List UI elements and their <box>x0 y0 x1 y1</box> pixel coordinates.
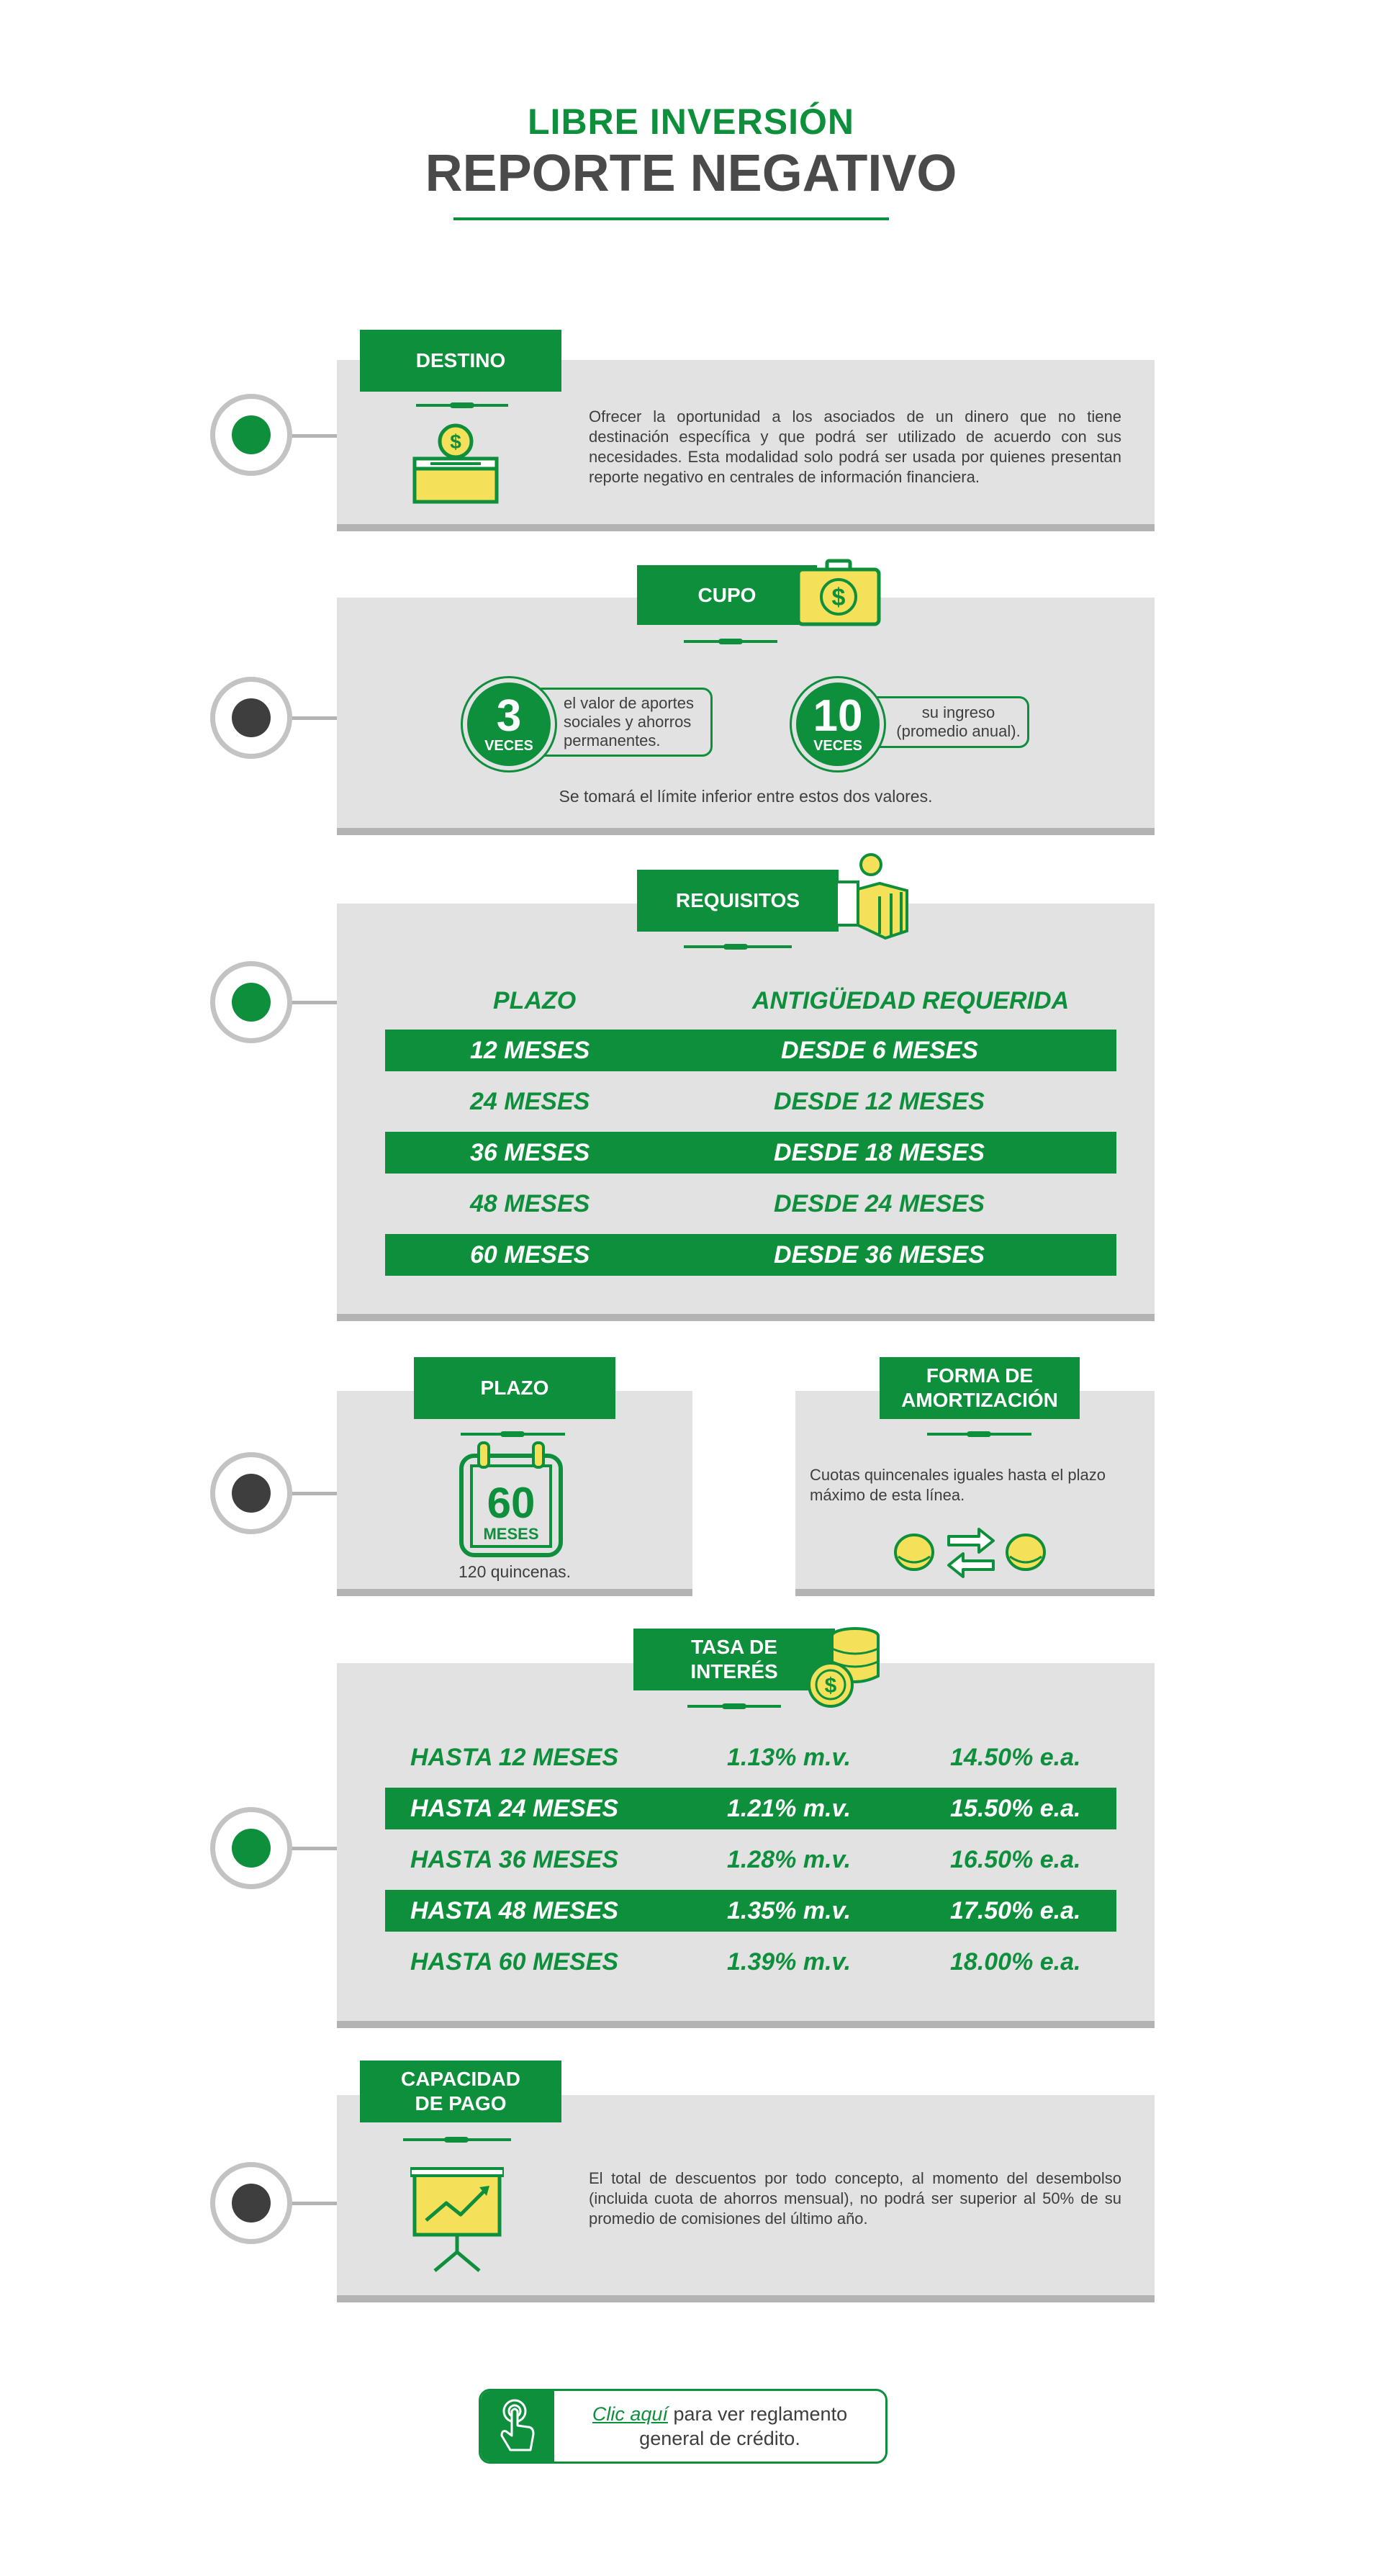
tasa-row-ea: 17.50% e.a. <box>950 1896 1081 1924</box>
requisitos-row-plazo: 24 MESES <box>470 1087 590 1115</box>
amortizacion-tag-line2: AMORTIZACIÓN <box>901 1389 1058 1411</box>
capacidad-divider-dot <box>444 2137 469 2143</box>
requisitos-row <box>385 1132 1116 1174</box>
timeline-connector <box>284 1492 338 1495</box>
footer-text-line1: para ver reglamento <box>667 2403 848 2425</box>
amortizacion-tag-line1: FORMA DE <box>926 1364 1034 1387</box>
capacidad-description: El total de descuentos por todo concepto, al momento del desembolso (incluida cuota de ahorros mensual), no podrá ser superior al 50% de su promedio de comisiones del último año. <box>589 2169 1121 2228</box>
title-divider <box>453 217 889 220</box>
cupo-option2-unit: VECES <box>813 737 862 754</box>
requisitos-divider-dot <box>723 944 748 950</box>
footer-text-line2: general de crédito. <box>639 2428 800 2449</box>
cupo-divider-dot <box>718 639 743 644</box>
cupo-option2-number: 10 <box>813 690 863 741</box>
requisitos-row-antiguedad: DESDE 24 MESES <box>774 1189 985 1217</box>
cupo-option2-badge <box>792 678 884 770</box>
svg-text:$: $ <box>824 1674 837 1698</box>
destino-divider-dot <box>450 402 474 408</box>
tasa-row <box>385 1890 1116 1932</box>
plazo-divider-dot <box>500 1431 525 1437</box>
tasa-row-ea: 14.50% e.a. <box>950 1743 1081 1771</box>
tasa-row-ea: 18.00% e.a. <box>950 1947 1081 1976</box>
tasa-row-ea: 16.50% e.a. <box>950 1845 1081 1873</box>
clic-aqui-link[interactable]: Clic aquí <box>592 2403 668 2425</box>
timeline-marker-destino <box>210 394 292 476</box>
timeline-marker-requisitos <box>210 961 292 1043</box>
reglamento-link-button[interactable] <box>479 2389 888 2464</box>
requisitos-tag: REQUISITOS <box>637 870 839 932</box>
timeline-connector <box>284 434 338 438</box>
tasa-row-plazo: HASTA 12 MESES <box>410 1743 619 1771</box>
cupo-option1-number: 3 <box>496 690 522 741</box>
tasa-row-mv: 1.21% m.v. <box>727 1794 852 1822</box>
plazo-number: 60 <box>487 1479 536 1527</box>
requisitos-row-antiguedad: DESDE 36 MESES <box>774 1240 985 1269</box>
timeline-connector <box>284 1001 338 1004</box>
cupo-option1-unit: VECES <box>484 737 533 754</box>
cupo-option1-text: el valor de aportes sociales y ahorros permanentes. <box>533 688 713 757</box>
requisitos-row-antiguedad: DESDE 12 MESES <box>774 1087 985 1115</box>
capacidad-tag <box>360 2061 561 2122</box>
plazo-caption: 120 quincenas. <box>458 1562 571 1581</box>
tasa-divider-dot <box>722 1703 746 1709</box>
requisitos-col-plazo: PLAZO <box>493 986 577 1014</box>
plazo-tag: PLAZO <box>414 1357 615 1419</box>
plazo-unit: MESES <box>483 1525 539 1543</box>
page-title: REPORTE NEGATIVO <box>425 145 957 202</box>
timeline-marker-capacidad <box>210 2162 292 2244</box>
growth-chart-easel-icon <box>410 2167 504 2275</box>
tasa-row-mv: 1.28% m.v. <box>727 1845 852 1873</box>
requisitos-col-antiguedad: ANTIGÜEDAD REQUERIDA <box>752 986 1070 1014</box>
requisitos-row-plazo: 12 MESES <box>470 1036 590 1064</box>
svg-text:$: $ <box>450 431 461 453</box>
tasa-row <box>385 1839 1116 1881</box>
tasa-row-mv: 1.35% m.v. <box>727 1896 852 1924</box>
amortizacion-divider-dot <box>967 1431 991 1437</box>
tasa-row-ea: 15.50% e.a. <box>950 1794 1081 1822</box>
savings-box-icon <box>409 421 502 508</box>
timeline-connector <box>284 2202 338 2205</box>
money-case-icon <box>795 558 882 627</box>
timeline-connector <box>284 1847 338 1850</box>
timeline-marker-tasa <box>210 1807 292 1889</box>
timeline-marker-cupo <box>210 677 292 759</box>
requisitos-row <box>385 1030 1116 1071</box>
tasa-tag-line2: INTERÉS <box>690 1660 778 1683</box>
svg-text:$: $ <box>831 584 846 611</box>
tasa-row-plazo: HASTA 60 MESES <box>410 1947 619 1976</box>
cupo-option1-badge <box>463 678 555 770</box>
cupo-note: Se tomará el límite inferior entre estos dos valores. <box>559 787 933 806</box>
tasa-row-plazo: HASTA 24 MESES <box>410 1794 619 1822</box>
capacidad-tag-line2: DE PAGO <box>415 2092 507 2115</box>
requisitos-row-plazo: 36 MESES <box>470 1138 590 1166</box>
requisitos-header-row <box>385 981 1116 1021</box>
coin-stack-icon <box>805 1626 884 1711</box>
page-subtitle: LIBRE INVERSIÓN <box>528 102 854 142</box>
tasa-tag-line1: TASA DE <box>691 1636 777 1658</box>
tasa-row <box>385 1737 1116 1778</box>
requisitos-row-antiguedad: DESDE 6 MESES <box>781 1036 978 1064</box>
requisitos-row-antiguedad: DESDE 18 MESES <box>774 1138 985 1166</box>
coin-exchange-icon <box>893 1526 1051 1580</box>
tasa-row-plazo: HASTA 36 MESES <box>410 1845 619 1873</box>
tap-hand-icon <box>481 2391 554 2462</box>
tasa-row-mv: 1.39% m.v. <box>727 1947 852 1976</box>
timeline-connector <box>284 716 338 720</box>
capacidad-tag-line1: CAPACIDAD <box>401 2068 520 2090</box>
tasa-row-plazo: HASTA 48 MESES <box>410 1896 619 1924</box>
tasa-row <box>385 1941 1116 1983</box>
cupo-tag: CUPO <box>637 565 817 625</box>
tasa-row <box>385 1788 1116 1829</box>
requisitos-row-plazo: 60 MESES <box>470 1240 590 1269</box>
tasa-row-mv: 1.13% m.v. <box>727 1743 852 1771</box>
requisitos-row <box>385 1081 1116 1122</box>
requisitos-row <box>385 1183 1116 1225</box>
amortizacion-description: Cuotas quincenales iguales hasta el plazo máximo de esta línea. <box>810 1466 1106 1504</box>
destino-tag: DESTINO <box>360 330 561 392</box>
cupo-option2-text: su ingreso (promedio anual). <box>860 696 1029 748</box>
destino-description: Ofrecer la oportunidad a los asociados de un dinero que no tiene destinación específica y que podrá ser utilizado de acuerdo con sus necesidades. Esta modalidad solo podrá ser usada por quienes presentan reporte negativo en centrales de información financiera. <box>589 407 1121 486</box>
requisitos-row-plazo: 48 MESES <box>470 1189 590 1217</box>
timeline-marker-plazo <box>210 1452 292 1534</box>
requisitos-row <box>385 1234 1116 1276</box>
amortizacion-tag <box>880 1357 1080 1419</box>
hand-coin-icon <box>835 853 921 947</box>
